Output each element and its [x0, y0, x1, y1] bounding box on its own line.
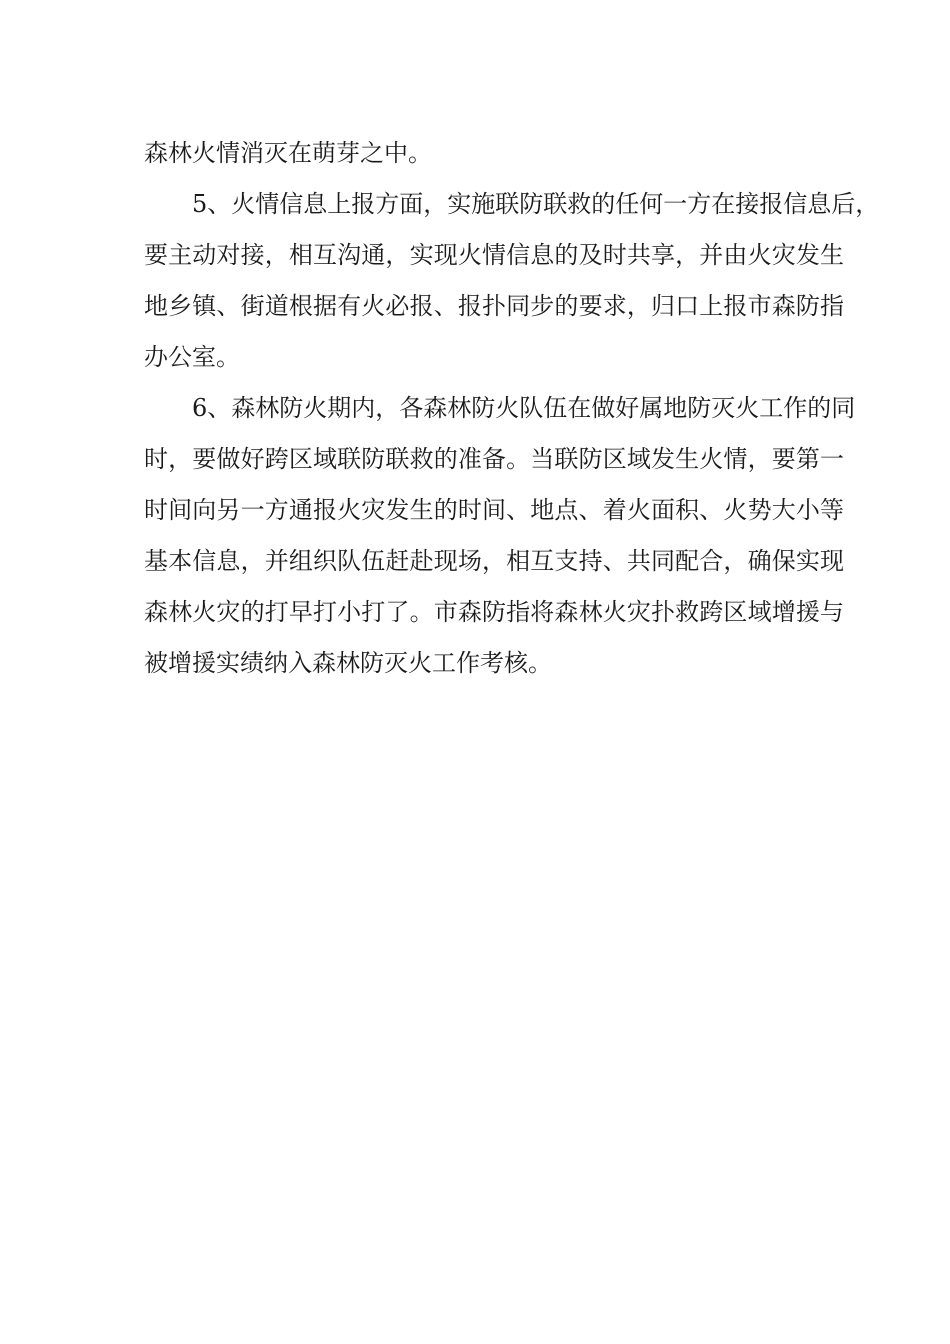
paragraph-6-line: 基本信息，并组织队伍赶赴现场，相互支持、共同配合，确保实现 [144, 547, 844, 575]
paragraph-6-line: 时，要做好跨区域联防联救的准备。当联防区域发生火情，要第一 [144, 445, 844, 473]
document-body [144, 128, 880, 689]
paragraph-5-line: 办公室。 [144, 343, 240, 371]
paragraph-5-line: 5、火情信息上报方面，实施联防联救的任何一方在接报信息后， [192, 190, 880, 218]
paragraph-6-line: 6、森林防火期内，各森林防火队伍在做好属地防灭火工作的同 [192, 394, 856, 422]
paragraph-6-line: 时间向另一方通报火灾发生的时间、地点、着火面积、火势大小等 [144, 496, 844, 524]
paragraph-5-line: 地乡镇、街道根据有火必报、报扑同步的要求，归口上报市森防指 [144, 292, 844, 320]
paragraph-line: 森林火情消灭在萌芽之中。 [144, 139, 432, 167]
paragraph-6-line: 被增援实绩纳入森林防灭火工作考核。 [144, 649, 552, 677]
paragraph-5-line: 要主动对接，相互沟通，实现火情信息的及时共享，并由火灾发生 [144, 241, 844, 269]
paragraph-6-line: 森林火灾的打早打小打了。市森防指将森林火灾扑救跨区域增援与 [144, 598, 844, 626]
